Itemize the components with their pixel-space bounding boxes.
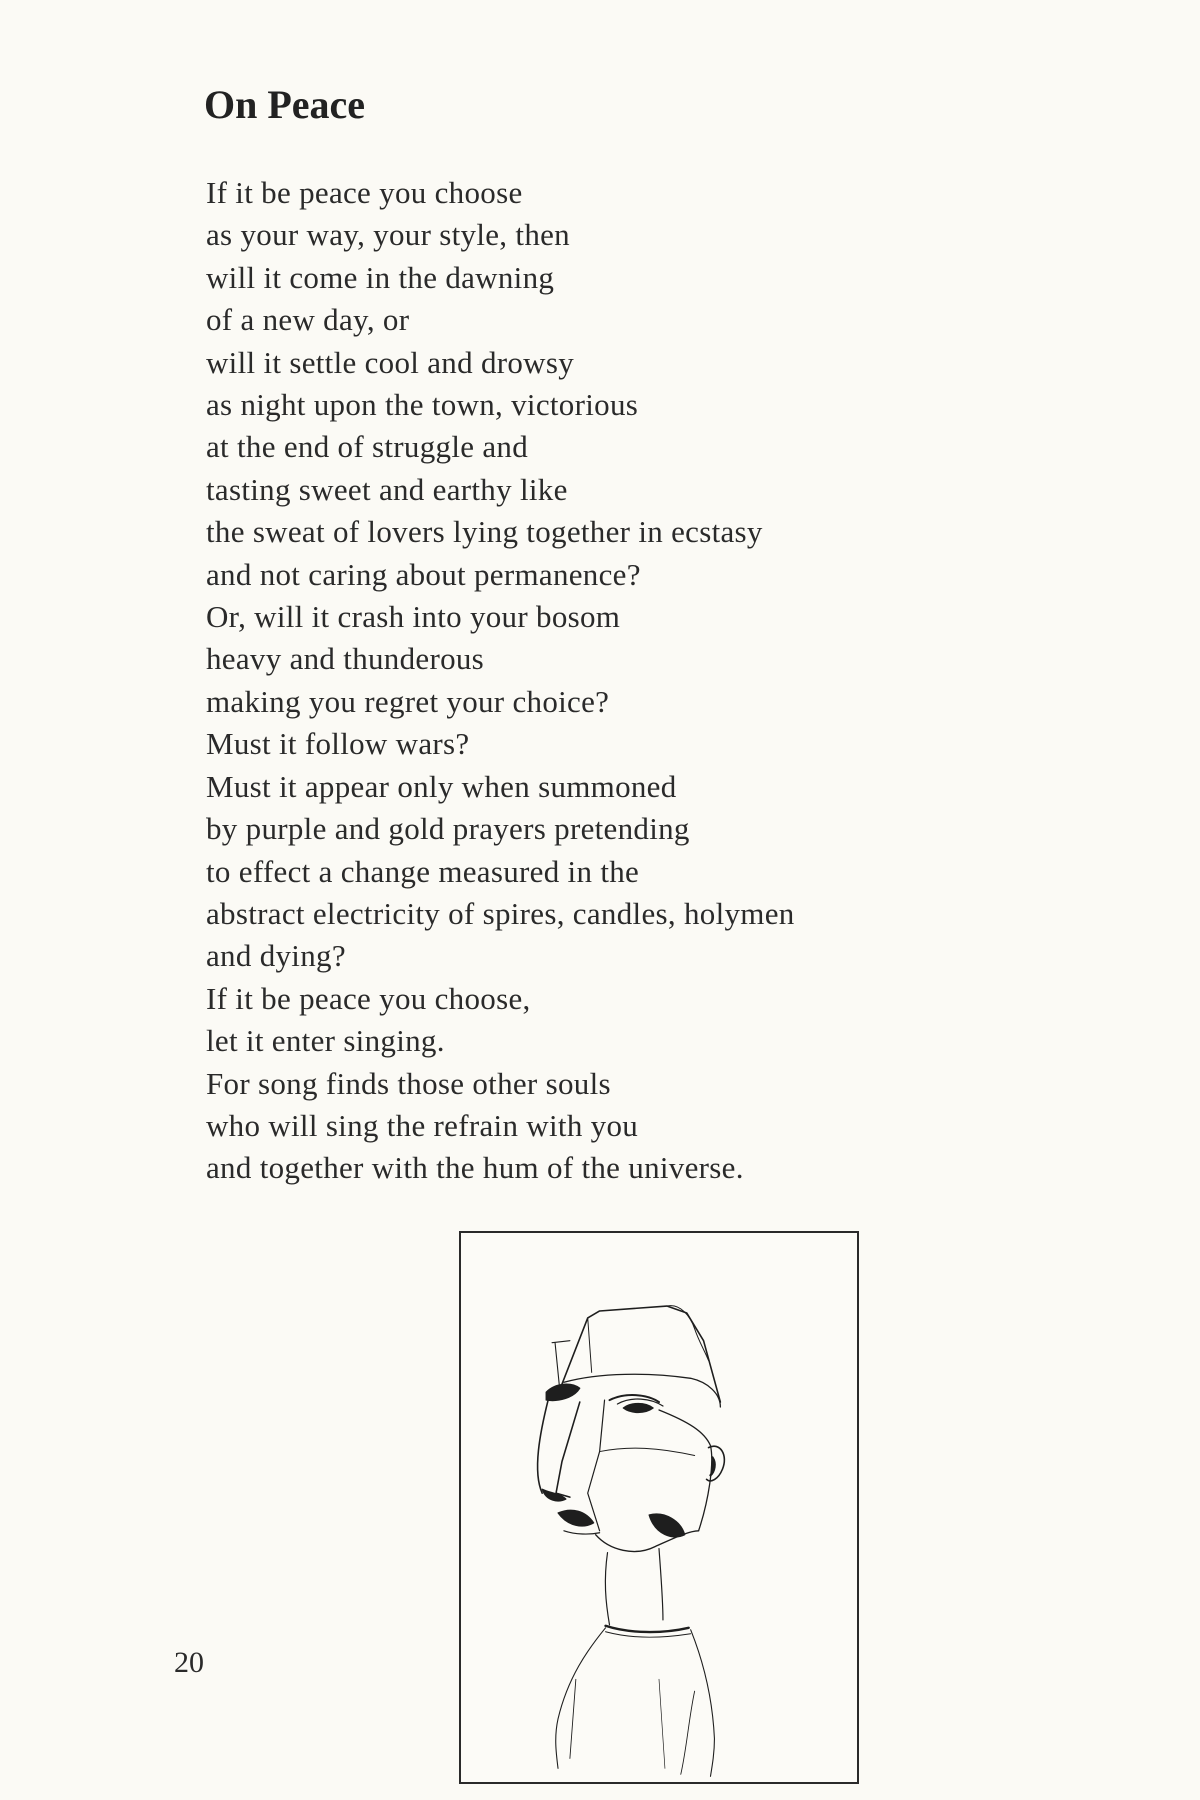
poem-line: by purple and gold prayers pretending xyxy=(206,811,690,847)
poem-line: For song finds those other souls xyxy=(206,1065,611,1101)
sketch-shoulder-right xyxy=(691,1630,715,1777)
poem-line: Or, will it crash into your bosom xyxy=(206,599,621,635)
sketch-shoulder-left xyxy=(556,1628,606,1769)
page-number: 20 xyxy=(174,1646,204,1679)
poem-line: Must it appear only when summoned xyxy=(206,768,677,804)
poem-line: tasting sweet and earthy like xyxy=(206,471,568,507)
poem-line: and not caring about permanence? xyxy=(206,556,641,592)
sketch-moustache xyxy=(558,1510,594,1526)
poem-line: heavy and thunderous xyxy=(206,641,485,677)
poem-line: and together with the hum of the universe. xyxy=(206,1150,744,1186)
poem-line: as night upon the town, victorious xyxy=(206,387,639,423)
poem-line: the sweat of lovers lying together in ecstasy xyxy=(206,514,763,550)
poem-line: at the end of struggle and xyxy=(206,429,529,465)
poem-line: let it enter singing. xyxy=(206,1023,445,1059)
sketch-mouth xyxy=(564,1531,600,1534)
sketch-face-left xyxy=(538,1400,549,1493)
poem-line: If it be peace you choose, xyxy=(206,980,531,1016)
sketch-eye xyxy=(623,1404,653,1413)
poem-line: abstract electricity of spires, candles, holymen xyxy=(206,895,795,931)
poem-line: Must it follow wars? xyxy=(206,726,470,762)
poem-line: and dying? xyxy=(206,938,346,974)
poem-body xyxy=(206,172,795,1190)
sketch-hat-band xyxy=(564,1374,720,1407)
sketch-hat-outline xyxy=(560,1306,720,1402)
sketch-body-left-line xyxy=(570,1679,576,1758)
poem-line: If it be peace you choose xyxy=(206,175,523,210)
sketch-cheek-cross xyxy=(600,1448,695,1455)
poem-line: will it settle cool and drowsy xyxy=(206,344,575,380)
sketch-cheek-line xyxy=(588,1400,605,1531)
sketch-body-inner xyxy=(659,1679,665,1768)
poem-line: will it come in the dawning xyxy=(206,259,555,295)
sketch-jaw xyxy=(596,1531,699,1552)
portrait-sketch xyxy=(461,1233,857,1782)
poem-line: as your way, your style, then xyxy=(206,217,570,253)
sketch-face-right xyxy=(659,1410,712,1531)
illustration-frame xyxy=(459,1231,859,1784)
poem-line: making you regret your choice? xyxy=(206,683,610,719)
poem-title: On Peace xyxy=(204,82,366,127)
poem-line: of a new day, or xyxy=(206,302,410,338)
sketch-neck-right xyxy=(659,1549,663,1620)
sketch-brow-left xyxy=(546,1384,580,1400)
sketch-neck-left xyxy=(605,1553,609,1625)
sketch-chin-beard xyxy=(649,1514,685,1537)
sketch-body-right-line xyxy=(681,1691,695,1774)
sketch-nose-bridge xyxy=(556,1402,580,1497)
poem-line: to effect a change measured in the xyxy=(206,853,640,889)
poem-line: who will sing the refrain with you xyxy=(206,1107,639,1143)
sketch-collar xyxy=(606,1626,689,1632)
sketch-hat-fold xyxy=(588,1318,592,1372)
